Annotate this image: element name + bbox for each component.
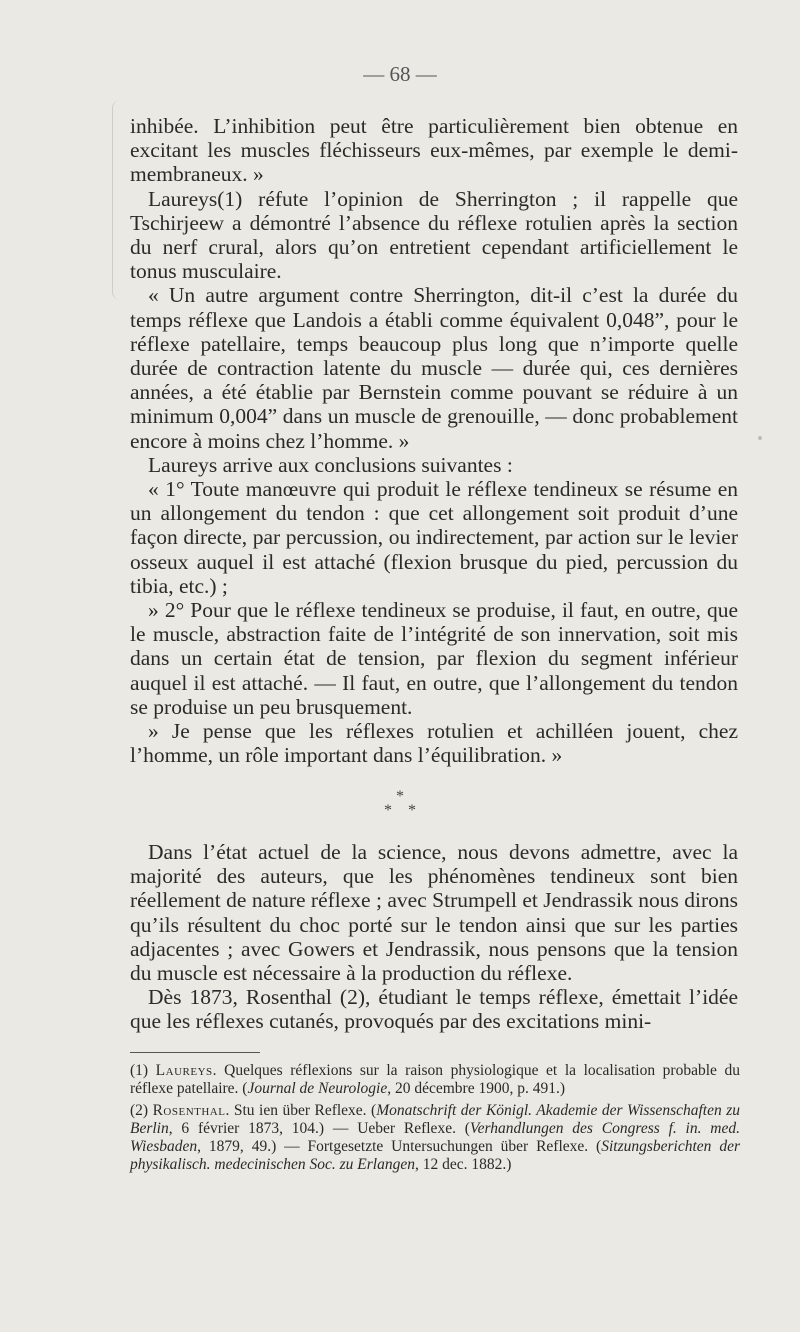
footnotes xyxy=(130,1062,740,1178)
footnote-text: , 6 février 1873, 104.) — Ueber Reflexe. ( xyxy=(168,1120,470,1137)
paragraph: » Je pense que les réflexes rotulien et achilléen jouent, chez l’homme, un rôle important dans l’équilibration. » xyxy=(130,719,738,768)
footnote-rule xyxy=(130,1052,260,1053)
main-text-block xyxy=(130,114,738,767)
paragraph: Dès 1873, Rosenthal (2), étudiant le temps réflexe, émettait l’idée que les réflexes cutanés, provoqués par des excitations mini- xyxy=(130,985,738,1034)
footnote-journal: Journal de Neurologie xyxy=(247,1080,388,1097)
footnote-1 xyxy=(130,1062,740,1098)
paragraph: « 1° Toute manœuvre qui produit le réflexe tendineux se résume en un allongement du tendon : que cet allongement soit produit d’une façon directe, par percussion, ou indirectement, par action sur le levier osseux auquel il est attaché (flexion brusque du pied, percussion du tibia, etc.) ; xyxy=(130,477,738,598)
footnote-text: , 20 décembre 1900, p. 491.) xyxy=(387,1080,566,1097)
footnote-journal: Verhandlungen des Congress f. in. med. Wiesbaden xyxy=(130,1120,741,1155)
footnote-author: Laureys xyxy=(155,1062,213,1079)
second-text-block xyxy=(130,840,738,1034)
paragraph: Laureys(1) réfute l’opinion de Sherrington ; il rappelle que Tschirjeew a démontré l’absence du réflexe rotulien après la section du nerf crural, alors qu’on entretient cependant artificiellement le tonus musculaire. xyxy=(130,186,738,284)
footnote-2 xyxy=(130,1102,740,1174)
footnote-text: , 1879, 49.) — Fortgesetzte Untersuchungen über Reflexe. ( xyxy=(197,1138,602,1155)
separator-stars-bottom: * * xyxy=(384,802,416,819)
footnote-text: . Stu ien über Reflexe. ( xyxy=(225,1102,377,1119)
separator-star-top: * xyxy=(396,788,404,805)
section-separator xyxy=(0,790,800,818)
footnote-journal: Monatschrift der Königl. Akademie der Wissenschaften zu Berlin xyxy=(130,1102,740,1137)
paragraph: inhibée. L’inhibition peut être particulièrement bien obtenue en excitant les muscles fléchisseurs eux-mêmes, par exemple le demi-membraneux. » xyxy=(130,114,738,187)
footnote-number: (2) xyxy=(130,1102,153,1119)
paragraph: Dans l’état actuel de la science, nous devons admettre, avec la majorité des auteurs, que les phénomènes tendineux sont bien réellement de nature réflexe ; avec Strumpell et Jendrassik nous dirons qu’ils résultent du choc porté sur le tendon ainsi que sur les parties adjacentes ; avec Gowers et Jendrassik, nous pensons que la tension du muscle est nécessaire à la production du réflexe. xyxy=(130,840,738,986)
paper-speck xyxy=(758,436,762,440)
footnote-text: , 12 dec. 1882.) xyxy=(414,1156,512,1173)
footnote-number: (1) xyxy=(130,1062,156,1079)
margin-pencil-mark xyxy=(112,100,121,300)
paragraph: « Un autre argument contre Sherrington, dit-il c’est la durée du temps réflexe que Landois a établi comme équivalent 0,048”, pour le réflexe patellaire, temps beaucoup plus long que n’importe quelle durée de contraction latente du muscle — durée qui, ces dernières années, a été établie par Bernstein comme pouvant se réduire à un minimum 0,004” dans un muscle de grenouille, — donc probablement encore à moins chez l’homme. » xyxy=(130,283,738,453)
page-number: — 68 — xyxy=(363,62,437,86)
footnote-text: . Quelques réflexions sur la raison physiologique et la localisation probable du réflexe patellaire. ( xyxy=(130,1062,740,1097)
footnote-journal: Sitzungsberichten der physikalisch. medecinischen Soc. zu Erlangen xyxy=(130,1138,740,1173)
footnote-author: Rosenthal xyxy=(152,1102,226,1119)
paragraph: Laureys arrive aux conclusions suivantes : xyxy=(148,452,513,477)
paragraph: » 2° Pour que le réflexe tendineux se produise, il faut, en outre, que le muscle, abstraction faite de l’intégrité de son innervation, soit mis dans un certain état de tension, par flexion du segment inférieur auquel il est attaché. — Il faut, en outre, que l’allongement du tendon se produise un peu brusquement. xyxy=(130,598,738,719)
